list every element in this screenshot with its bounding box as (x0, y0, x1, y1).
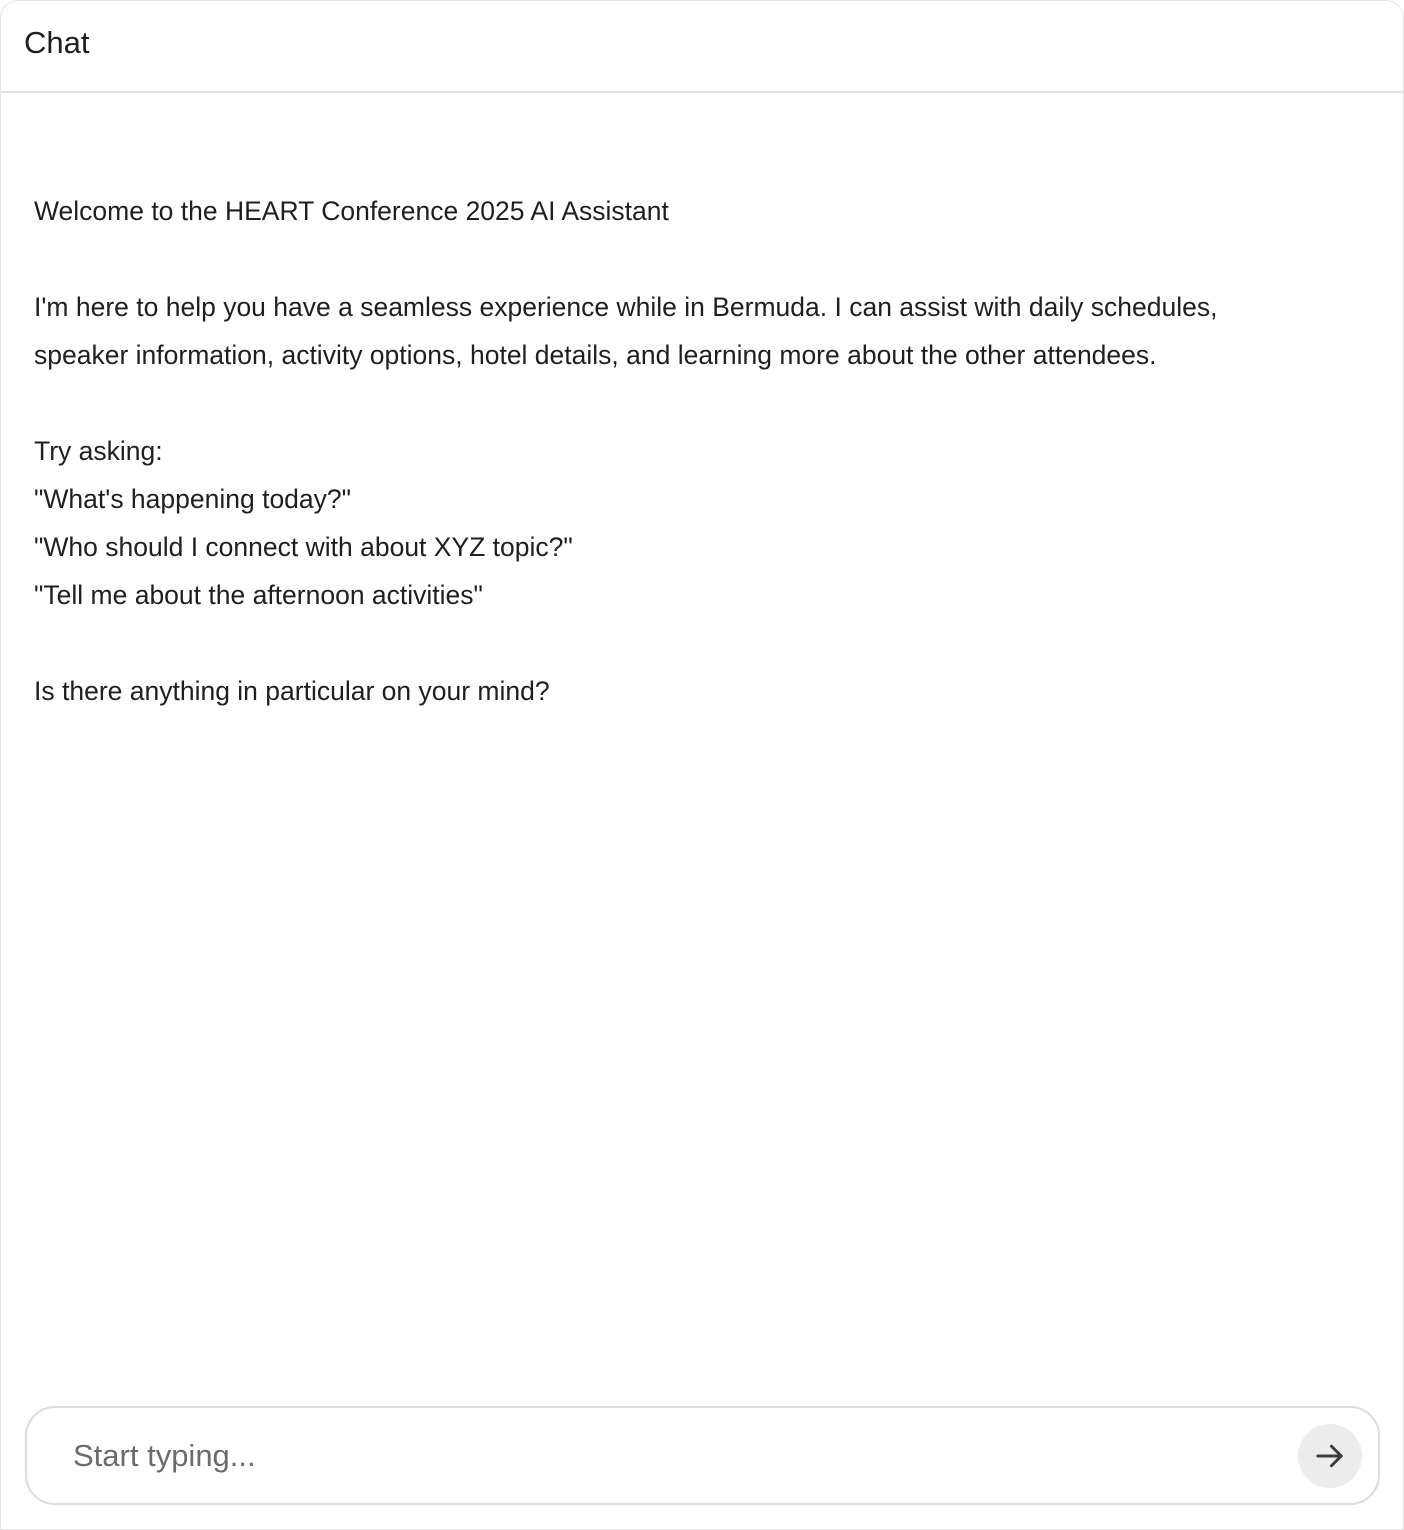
send-button[interactable] (1298, 1424, 1362, 1488)
assistant-message (34, 187, 1343, 715)
suggestion-item: "What's happening today?" (34, 484, 352, 514)
message-spacer (34, 235, 1343, 283)
message-heading: Welcome to the HEART Conference 2025 AI Assistant (34, 196, 669, 226)
suggestion-item: "Tell me about the afternoon activities" (34, 580, 483, 610)
message-intro-line-2: speaker information, activity options, hotel details, and learning more about the other attendees. (34, 340, 1157, 370)
message-list (34, 187, 1343, 715)
message-input[interactable] (27, 1425, 1298, 1487)
suggestion-item: "Who should I connect with about XYZ topic?" (34, 532, 573, 562)
message-spacer (34, 619, 1343, 667)
message-spacer (34, 379, 1343, 427)
chat-header (1, 1, 1403, 93)
message-composer (25, 1406, 1380, 1505)
try-asking-label: Try asking: (34, 436, 163, 466)
message-intro-line-1: I'm here to help you have a seamless experience while in Bermuda. I can assist with daily schedules, (34, 292, 1218, 322)
page-title: Chat (24, 25, 90, 60)
arrow-right-icon (1312, 1438, 1348, 1474)
message-closing: Is there anything in particular on your mind? (34, 676, 550, 706)
